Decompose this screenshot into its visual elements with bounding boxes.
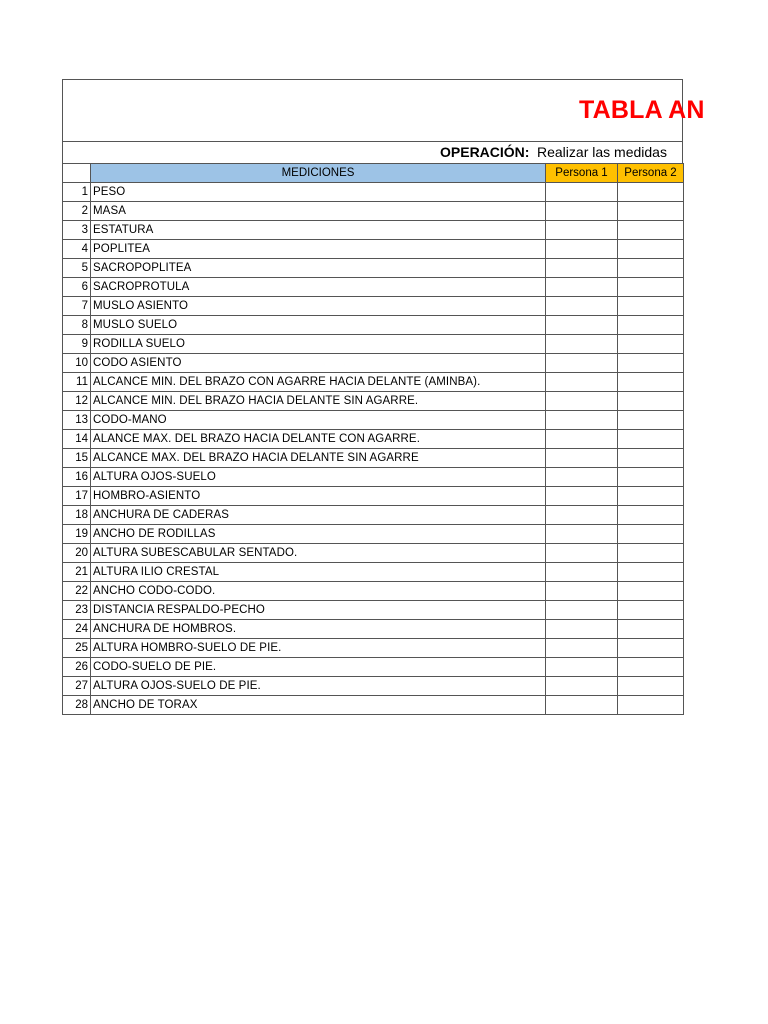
persona-1-value-cell[interactable] bbox=[546, 449, 618, 468]
persona-2-value-cell[interactable] bbox=[618, 354, 684, 373]
row-number-cell[interactable]: 10 bbox=[63, 354, 91, 373]
persona-1-value-cell[interactable] bbox=[546, 582, 618, 601]
persona-1-value-cell[interactable] bbox=[546, 259, 618, 278]
measurement-name-cell[interactable]: SACROPOPLITEA bbox=[91, 259, 546, 278]
measurement-name-cell[interactable]: DISTANCIA RESPALDO-PECHO bbox=[91, 601, 546, 620]
persona-1-value-cell[interactable] bbox=[546, 183, 618, 202]
table-row bbox=[63, 582, 684, 601]
persona-1-value-cell[interactable] bbox=[546, 468, 618, 487]
row-number-cell[interactable]: 22 bbox=[63, 582, 91, 601]
measurement-name-cell[interactable]: RODILLA SUELO bbox=[91, 335, 546, 354]
row-number-cell[interactable]: 23 bbox=[63, 601, 91, 620]
table-row bbox=[63, 449, 684, 468]
persona-2-value-cell[interactable] bbox=[618, 316, 684, 335]
operation-value: Realizar las medidas bbox=[537, 144, 667, 160]
table-row bbox=[63, 278, 684, 297]
row-number-cell[interactable]: 3 bbox=[63, 221, 91, 240]
measurement-name-cell[interactable]: SACROPROTULA bbox=[91, 278, 546, 297]
table-row bbox=[63, 525, 684, 544]
measurement-name-cell[interactable]: MUSLO SUELO bbox=[91, 316, 546, 335]
persona-1-value-cell[interactable] bbox=[546, 316, 618, 335]
table-row bbox=[63, 487, 684, 506]
measurement-name-cell[interactable]: ALTURA ILIO CRESTAL bbox=[91, 563, 546, 582]
persona-2-value-cell[interactable] bbox=[618, 525, 684, 544]
measurement-name-cell[interactable]: PESO bbox=[91, 183, 546, 202]
measurement-name-cell[interactable]: CODO-SUELO DE PIE. bbox=[91, 658, 546, 677]
row-number-cell[interactable]: 15 bbox=[63, 449, 91, 468]
measurement-name-cell[interactable]: MUSLO ASIENTO bbox=[91, 297, 546, 316]
measurement-name-cell[interactable]: ALCANCE MAX. DEL BRAZO HACIA DELANTE SIN AGARRE bbox=[91, 449, 546, 468]
persona-2-value-cell[interactable] bbox=[618, 506, 684, 525]
persona-1-value-cell[interactable] bbox=[546, 240, 618, 259]
table-row bbox=[63, 259, 684, 278]
row-number-cell[interactable]: 27 bbox=[63, 677, 91, 696]
persona-2-value-cell[interactable] bbox=[618, 620, 684, 639]
table-row bbox=[63, 202, 684, 221]
persona-2-value-cell[interactable] bbox=[618, 278, 684, 297]
measurement-name-cell[interactable]: ALTURA OJOS-SUELO bbox=[91, 468, 546, 487]
row-number-cell[interactable]: 8 bbox=[63, 316, 91, 335]
persona-2-value-cell[interactable] bbox=[618, 658, 684, 677]
persona-2-value-cell[interactable] bbox=[618, 183, 684, 202]
row-number-cell[interactable]: 18 bbox=[63, 506, 91, 525]
operation-row[interactable] bbox=[62, 141, 683, 163]
row-number-cell[interactable]: 21 bbox=[63, 563, 91, 582]
persona-2-value-cell[interactable] bbox=[618, 202, 684, 221]
table-row bbox=[63, 506, 684, 525]
row-number-cell[interactable]: 2 bbox=[63, 202, 91, 221]
persona-1-value-cell[interactable] bbox=[546, 506, 618, 525]
persona-1-value-cell[interactable] bbox=[546, 696, 618, 715]
persona-1-value-cell[interactable] bbox=[546, 639, 618, 658]
table-row bbox=[63, 696, 684, 715]
persona-2-value-cell[interactable] bbox=[618, 582, 684, 601]
persona-2-value-cell[interactable] bbox=[618, 677, 684, 696]
row-number-cell[interactable]: 25 bbox=[63, 639, 91, 658]
measurement-name-cell[interactable]: ANCHURA DE HOMBROS. bbox=[91, 620, 546, 639]
row-number-cell[interactable]: 6 bbox=[63, 278, 91, 297]
persona-1-value-cell[interactable] bbox=[546, 658, 618, 677]
row-number-cell[interactable]: 16 bbox=[63, 468, 91, 487]
persona-2-value-cell[interactable] bbox=[618, 487, 684, 506]
persona-1-value-cell[interactable] bbox=[546, 221, 618, 240]
persona-2-value-cell[interactable] bbox=[618, 430, 684, 449]
measurement-name-cell[interactable]: ANCHO CODO-CODO. bbox=[91, 582, 546, 601]
persona-1-value-cell[interactable] bbox=[546, 373, 618, 392]
measurement-name-cell[interactable]: ALCANCE MIN. DEL BRAZO HACIA DELANTE SIN AGARRE. bbox=[91, 392, 546, 411]
row-number-cell[interactable]: 17 bbox=[63, 487, 91, 506]
measurement-name-cell[interactable]: ESTATURA bbox=[91, 221, 546, 240]
table-header-row bbox=[63, 164, 684, 183]
header-persona-2[interactable]: Persona 2 bbox=[618, 164, 684, 183]
persona-1-value-cell[interactable] bbox=[546, 430, 618, 449]
row-number-cell[interactable]: 20 bbox=[63, 544, 91, 563]
measurement-name-cell[interactable]: MASA bbox=[91, 202, 546, 221]
persona-2-value-cell[interactable] bbox=[618, 373, 684, 392]
persona-1-value-cell[interactable] bbox=[546, 677, 618, 696]
persona-1-value-cell[interactable] bbox=[546, 335, 618, 354]
row-number-cell[interactable]: 28 bbox=[63, 696, 91, 715]
spreadsheet bbox=[62, 79, 768, 728]
measurement-name-cell[interactable]: HOMBRO-ASIENTO bbox=[91, 487, 546, 506]
persona-2-value-cell[interactable] bbox=[618, 468, 684, 487]
header-number-cell[interactable] bbox=[63, 164, 91, 183]
table-row bbox=[63, 316, 684, 335]
persona-2-value-cell[interactable] bbox=[618, 544, 684, 563]
persona-2-value-cell[interactable] bbox=[618, 563, 684, 582]
row-number-cell[interactable]: 11 bbox=[63, 373, 91, 392]
row-number-cell[interactable]: 26 bbox=[63, 658, 91, 677]
table-row bbox=[63, 354, 684, 373]
persona-2-value-cell[interactable] bbox=[618, 392, 684, 411]
persona-1-value-cell[interactable] bbox=[546, 278, 618, 297]
persona-1-value-cell[interactable] bbox=[546, 487, 618, 506]
measurements-table bbox=[62, 163, 684, 715]
measurement-name-cell[interactable]: ALCANCE MIN. DEL BRAZO CON AGARRE HACIA DELANTE (AMINBA). bbox=[91, 373, 546, 392]
persona-2-value-cell[interactable] bbox=[618, 411, 684, 430]
persona-2-value-cell[interactable] bbox=[618, 639, 684, 658]
persona-2-value-cell[interactable] bbox=[618, 240, 684, 259]
persona-1-value-cell[interactable] bbox=[546, 525, 618, 544]
persona-2-value-cell[interactable] bbox=[618, 601, 684, 620]
persona-1-value-cell[interactable] bbox=[546, 297, 618, 316]
persona-1-value-cell[interactable] bbox=[546, 202, 618, 221]
measurement-name-cell[interactable]: CODO-MANO bbox=[91, 411, 546, 430]
row-number-cell[interactable]: 4 bbox=[63, 240, 91, 259]
measurement-name-cell[interactable]: CODO ASIENTO bbox=[91, 354, 546, 373]
measurement-name-cell[interactable]: ALTURA HOMBRO-SUELO DE PIE. bbox=[91, 639, 546, 658]
persona-1-value-cell[interactable] bbox=[546, 601, 618, 620]
measurement-name-cell[interactable]: ANCHO DE TORAX bbox=[91, 696, 546, 715]
page-title: TABLA AN bbox=[579, 96, 705, 124]
table-row bbox=[63, 183, 684, 202]
row-number-cell[interactable]: 5 bbox=[63, 259, 91, 278]
persona-1-value-cell[interactable] bbox=[546, 392, 618, 411]
persona-1-value-cell[interactable] bbox=[546, 411, 618, 430]
persona-1-value-cell[interactable] bbox=[546, 620, 618, 639]
table-row bbox=[63, 639, 684, 658]
persona-2-value-cell[interactable] bbox=[618, 221, 684, 240]
persona-2-value-cell[interactable] bbox=[618, 696, 684, 715]
row-number-cell[interactable]: 19 bbox=[63, 525, 91, 544]
table-row bbox=[63, 373, 684, 392]
title-cell[interactable] bbox=[62, 79, 705, 141]
header-mediciones[interactable]: MEDICIONES bbox=[91, 164, 546, 183]
row-number-cell[interactable]: 1 bbox=[63, 183, 91, 202]
table-row bbox=[63, 544, 684, 563]
table-row bbox=[63, 677, 684, 696]
table-row bbox=[63, 658, 684, 677]
measurement-name-cell[interactable]: ANCHO DE RODILLAS bbox=[91, 525, 546, 544]
table-row bbox=[63, 430, 684, 449]
persona-2-value-cell[interactable] bbox=[618, 259, 684, 278]
row-number-cell[interactable]: 9 bbox=[63, 335, 91, 354]
header-persona-1[interactable]: Persona 1 bbox=[546, 164, 618, 183]
persona-2-value-cell[interactable] bbox=[618, 335, 684, 354]
row-number-cell[interactable]: 12 bbox=[63, 392, 91, 411]
measurement-name-cell[interactable]: ANCHURA DE CADERAS bbox=[91, 506, 546, 525]
persona-2-value-cell[interactable] bbox=[618, 297, 684, 316]
table-row bbox=[63, 468, 684, 487]
measurement-name-cell[interactable]: ALTURA OJOS-SUELO DE PIE. bbox=[91, 677, 546, 696]
table-row bbox=[63, 563, 684, 582]
row-number-cell[interactable]: 7 bbox=[63, 297, 91, 316]
table-row bbox=[63, 392, 684, 411]
table-row bbox=[63, 221, 684, 240]
table-row bbox=[63, 411, 684, 430]
persona-1-value-cell[interactable] bbox=[546, 544, 618, 563]
table-row bbox=[63, 601, 684, 620]
operation-label: OPERACIÓN: bbox=[440, 144, 530, 160]
row-number-cell[interactable]: 14 bbox=[63, 430, 91, 449]
measurement-name-cell[interactable]: ALANCE MAX. DEL BRAZO HACIA DELANTE CON AGARRE. bbox=[91, 430, 546, 449]
row-number-cell[interactable]: 13 bbox=[63, 411, 91, 430]
table-row bbox=[63, 240, 684, 259]
persona-1-value-cell[interactable] bbox=[546, 354, 618, 373]
row-number-cell[interactable]: 24 bbox=[63, 620, 91, 639]
table-row bbox=[63, 297, 684, 316]
persona-2-value-cell[interactable] bbox=[618, 449, 684, 468]
measurement-name-cell[interactable]: POPLITEA bbox=[91, 240, 546, 259]
table-row bbox=[63, 335, 684, 354]
table-row bbox=[63, 620, 684, 639]
measurement-name-cell[interactable]: ALTURA SUBESCABULAR SENTADO. bbox=[91, 544, 546, 563]
persona-1-value-cell[interactable] bbox=[546, 563, 618, 582]
